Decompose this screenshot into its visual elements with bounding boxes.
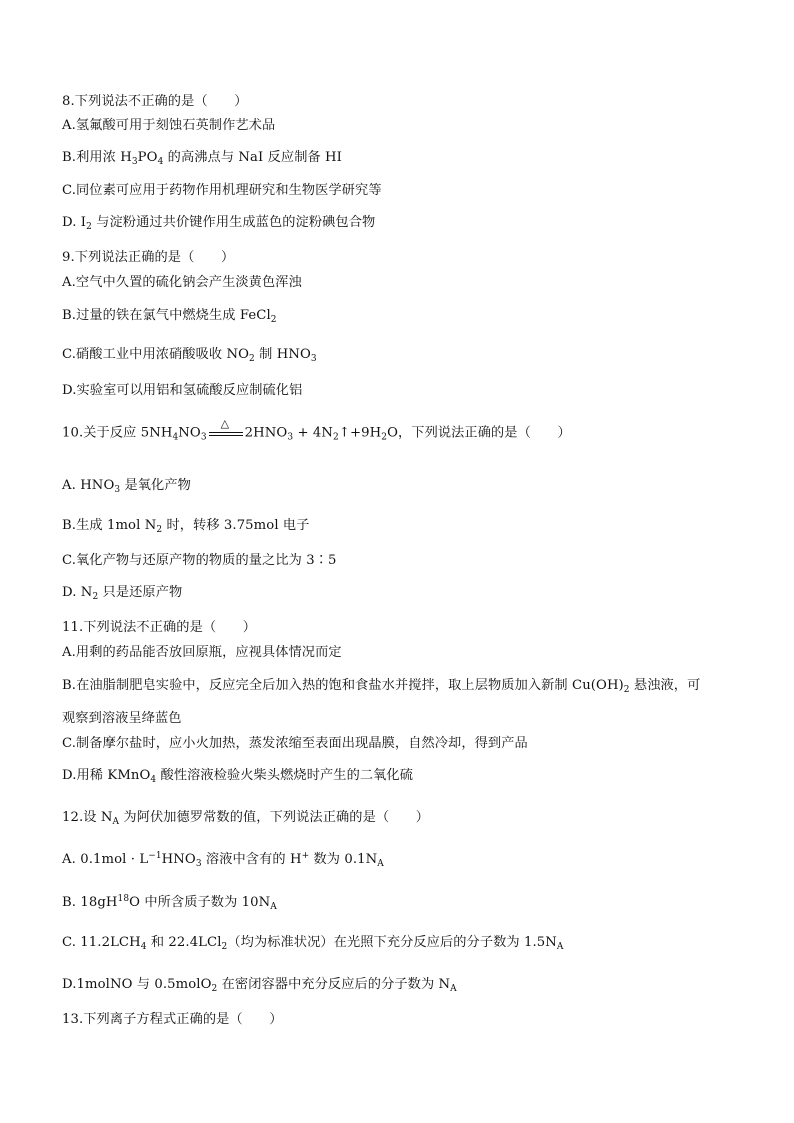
q12-stem: 12.设 $N_A$ 为阿伏加德罗常数的值，下列说法正确的是（ ） (62, 810, 430, 827)
q8-option-c: C.同位素可应用于药物作用机理研究和生物医学研究等 (62, 183, 382, 198)
q8-option-b: B.利用浓 $H_3PO_4$ 的高沸点与 NaI 反应制备 HI (62, 150, 342, 167)
q8-option-d: D. $I_2$ 与淀粉通过共价键作用生成蓝色的淀粉碘包合物 (62, 215, 376, 232)
q12-option-a: A. $0.1mol \cdot L^{-1}HNO_3$ 溶液中含有的 H+ 数为 $0.1N_A$ (62, 851, 384, 869)
q11-option-b: B.在油脂制肥皂实验中，反应完全后加入热的饱和食盐水并搅拌，取上层物质加入新制 $Cu(OH)_2$ 悬浊液，可 (62, 678, 701, 695)
q10-option-c: C.氧化产物与还原产物的物质的量之比为 3∶5 (62, 553, 337, 568)
q9-option-c: C.硝酸工业中用浓硝酸吸收 $NO_2$ 制 $HNO_3$ (62, 347, 317, 364)
q9-stem: 9.下列说法正确的是（ ） (62, 250, 235, 265)
q11-stem: 11.下列说法不正确的是（ ） (62, 620, 257, 635)
q12-option-d: D.1molNO 与 0.5molO$_2$ 在密闭容器中充分反应后的分子数为 $N_A$ (62, 977, 457, 994)
q8-option-a: A.氢氟酸可用于刻蚀石英制作艺术品 (62, 118, 276, 133)
q10-option-d: D. $N_2$ 只是还原产物 (62, 585, 183, 602)
q12-option-c: C. $11.2LCH_4$ 和 22.4LCl$_2$（均为标准状况）在光照下充分反应后的分子数为 $1.5N_A$ (62, 935, 564, 952)
q13-stem: 13.下列离子方程式正确的是（ ） (62, 1012, 283, 1027)
heat-equals-sign: △ (209, 424, 243, 442)
q10-stem: 10.关于反应 $5NH_4NO_3$ △ $2HNO_3$ + $4N_2↑+9H_2O$，下列说法正确的是（ ） (62, 417, 571, 443)
q11-option-b-continued: 观察到溶液呈绛蓝色 (62, 711, 182, 726)
q9-option-b: B.过量的铁在氯气中燃烧生成 FeCl$_2$ (62, 308, 277, 325)
q10-option-b: B.生成 1mol $N_2$ 时，转移 3.75mol 电子 (62, 518, 310, 535)
q10-option-a: A. $HNO_3$ 是氧化产物 (62, 478, 191, 495)
q11-option-d: D.用稀 KMnO$_4$ 酸性溶液检验火柴头燃烧时产生的二氧化硫 (62, 768, 414, 785)
q11-option-a: A.用剩的药品能否放回原瓶，应视具体情况而定 (62, 645, 342, 660)
q9-option-d: D.实验室可以用铝和氢硫酸反应制硫化铝 (62, 383, 303, 398)
q11-option-c: C.制备摩尔盐时，应小火加热，蒸发浓缩至表面出现晶膜，自然冷却，得到产品 (62, 736, 528, 751)
q12-option-b: B. $18gH^{18}O$ 中所含质子数为 $10N_A$ (62, 894, 277, 912)
q9-option-a: A.空气中久置的硫化钠会产生淡黄色浑浊 (62, 275, 302, 290)
q8-stem: 8.下列说法不正确的是（ ） (62, 94, 248, 109)
